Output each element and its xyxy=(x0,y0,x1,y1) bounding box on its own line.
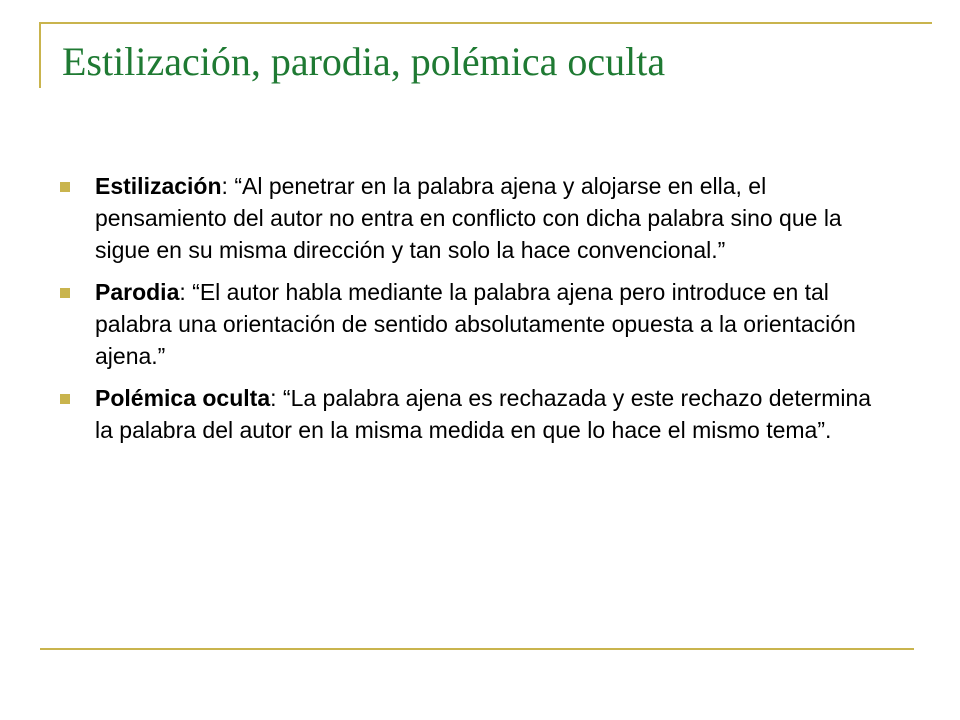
bullet-item-polemica-oculta xyxy=(60,382,880,446)
bullet-item-estilizacion xyxy=(60,170,880,266)
bullet-term: Estilización xyxy=(95,173,222,199)
square-bullet-icon xyxy=(60,182,70,192)
slide-title: Estilización, parodia, polémica oculta xyxy=(62,39,666,84)
square-bullet-icon xyxy=(60,394,70,404)
square-bullet-icon xyxy=(60,288,70,298)
bullet-text: : “El autor habla mediante la palabra ajena pero introduce en tal palabra una orientación de sentido absolutamente opuesta a la orientación ajena.” xyxy=(95,279,856,369)
bullet-term: Parodia xyxy=(95,279,180,305)
left-accent-divider xyxy=(39,22,41,88)
bullet-item-parodia xyxy=(60,276,880,372)
bullet-term: Polémica oculta xyxy=(95,385,271,411)
bullet-text: : “La palabra ajena es rechazada y este rechazo determina la palabra del autor en la misma medida en que lo hace el mismo tema”. xyxy=(95,385,872,443)
bottom-divider xyxy=(40,648,914,650)
bullet-list xyxy=(60,170,880,456)
bullet-text: : “Al penetrar en la palabra ajena y alojarse en ella, el pensamiento del autor no entra en conflicto con dicha palabra sino que la sigue en su misma dirección y tan solo la hace convencional.” xyxy=(95,173,842,263)
top-divider xyxy=(40,22,932,24)
